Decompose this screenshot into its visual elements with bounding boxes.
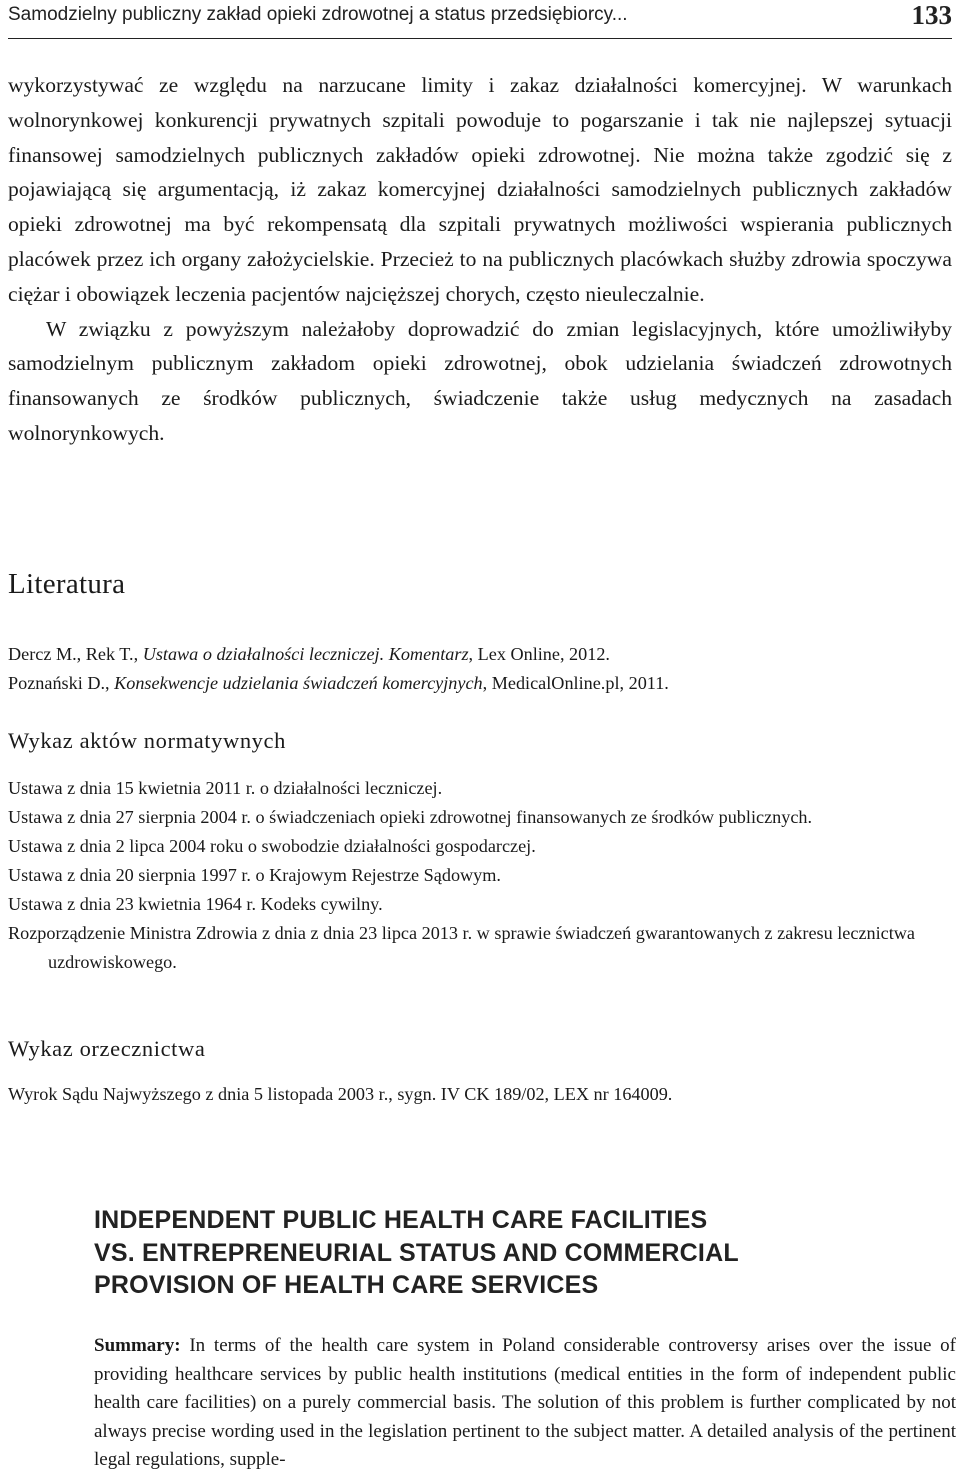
- english-summary: [94, 1332, 956, 1475]
- body-paragraph-1: wykorzystywać ze względu na narzucane limity i zakaz działalności komercyjnej. W warunkach wolnorynkowej konkurencji prywatnych szpitali powoduje to pogarszanie i tak nie najlepszej sytuacji finansowej samodzielnych publicznych zakładów opieki zdrowotnej. Nie można także zgodzić się z pojawiającą się argumentacją, iż zakaz komercyjnej działalności samodzielnych publicznych zakładów opieki zdrowotnej ma być rekompensatą dla szpitali prywatnych możliwości wspierania publicznych placówek przez ich organy założycielskie. Przecież to na publicznych placówkach służby zdrowia spoczywa ciężar i obowiązek leczenia pacjentów najcięższej chorych, często nieuleczalnie.: [8, 73, 952, 306]
- summary-text: In terms of the health care system in Poland considerable controversy arises over the issue of providing healthcare services by public health institutions (medical entities in the form of independent public health care facilities) on a purely commercial basis. The solution of this problem is further complicated by not always precise wording used in the legislation pertinent to the subject matter. A detailed analysis of the pertinent legal regulations, supple-: [94, 1335, 956, 1471]
- literatura-item: [8, 640, 956, 669]
- akt-item: Ustawa z dnia 27 sierpnia 2004 r. o świadczeniach opieki zdrowotnej finansowanych ze środków publicznych.: [8, 807, 813, 827]
- literatura-list: [8, 640, 956, 698]
- orzeczenie-item: Wyrok Sądu Najwyższego z dnia 5 listopada 2003 r., sygn. IV CK 189/02, LEX nr 164009.: [8, 1084, 673, 1104]
- akt-item: Ustawa z dnia 2 lipca 2004 roku o swobodzie działalności gospodarczej.: [8, 836, 536, 856]
- reference-title: Konsekwencje udzielania świadczeń komercyjnych: [114, 673, 483, 693]
- reference-title: Ustawa o działalności leczniczej. Komentarz: [142, 644, 469, 664]
- reference-author: Poznański D.,: [8, 673, 115, 693]
- reference-source: , MedicalOnline.pl, 2011.: [482, 673, 669, 693]
- reference-source: , Lex Online, 2012.: [468, 644, 610, 664]
- literatura-heading: Literatura: [8, 568, 126, 600]
- english-title-line: VS. ENTREPRENEURIAL STATUS AND COMMERCIAL: [94, 1238, 739, 1267]
- page-number: 133: [911, 0, 952, 30]
- akt-item: Rozporządzenie Ministra Zdrowia z dnia z dnia 23 lipca 2013 r. w sprawie świadczeń gwarantowanych z zakresu lecznictwa uzdrowiskowego.: [8, 923, 915, 972]
- english-title-line: PROVISION OF HEALTH CARE SERVICES: [94, 1271, 599, 1299]
- english-title-line: INDEPENDENT PUBLIC HEALTH CARE FACILITIES: [94, 1206, 708, 1234]
- summary-label: Summary:: [94, 1335, 181, 1356]
- reference-author: Dercz M., Rek T.,: [8, 644, 143, 664]
- akt-item: Ustawa z dnia 23 kwietnia 1964 r. Kodeks cywilny.: [8, 894, 383, 914]
- akty-heading: Wykaz aktów normatywnych: [8, 728, 286, 753]
- body-paragraph-2: W związku z powyższym należałoby doprowadzić do zmian legislacyjnych, które umożliwiłyby samodzielnym publicznym zakładom opieki zdrowotnej, obok udzielania świadczeń zdrowotnych finansowanych ze środków publicznych, świadczenie także usług medycznych na zasadach wolnorynkowych.: [8, 316, 952, 445]
- running-header: [8, 0, 952, 39]
- orzecznictwo-heading: Wykaz orzecznictwa: [8, 1036, 206, 1061]
- orzecznictwo-list: [8, 1080, 956, 1109]
- akt-item: Ustawa z dnia 20 sierpnia 1997 r. o Krajowym Rejestrze Sądowym.: [8, 865, 501, 885]
- literatura-item: [8, 669, 956, 698]
- running-title: Samodzielny publiczny zakład opieki zdrowotnej a status przedsiębiorcy...: [8, 4, 628, 25]
- akt-item: Ustawa z dnia 15 kwietnia 2011 r. o działalności leczniczej.: [8, 778, 443, 798]
- akty-list: [8, 774, 956, 977]
- english-title: [94, 1204, 914, 1302]
- body-text: [8, 68, 952, 451]
